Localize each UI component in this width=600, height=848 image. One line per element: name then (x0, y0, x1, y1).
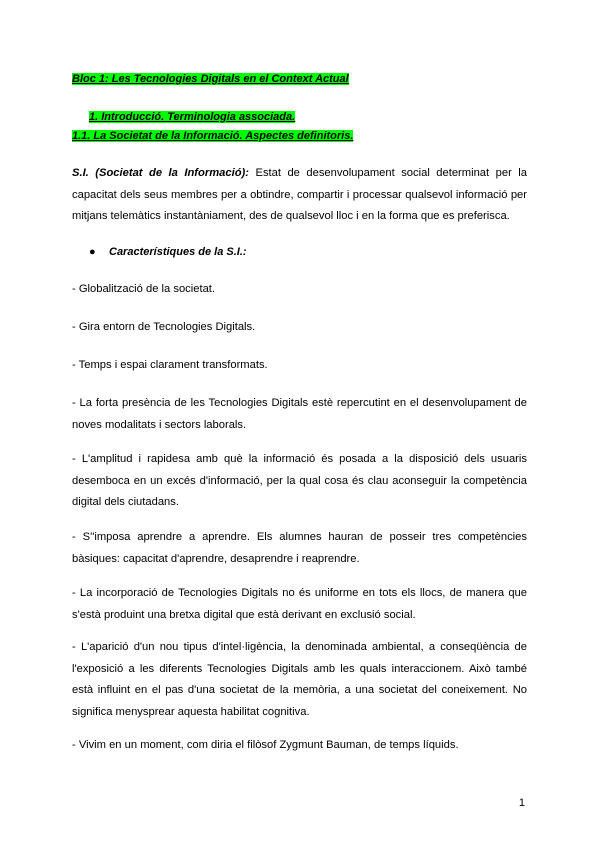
definition-term: S.I. (Societat de la Informació): (72, 167, 249, 179)
section-heading-1-1: 1.1. La Societat de la Informació. Aspectes definitoris. (72, 130, 354, 142)
definition-paragraph (72, 163, 527, 228)
list-item: - Globalització de la societat. (72, 283, 216, 295)
list-item: - La incorporació de Tecnologies Digitals no és uniforme en tots els llocs, de manera que s'està produint una bretxa digital que està derivant en exclusió social. (72, 587, 527, 621)
list-item: - S''imposa aprendre a aprendre. Els alumnes hauran de posseir tres competències bàsiques: capacitat d'aprendre, desaprendre i reaprendre. (72, 531, 527, 565)
page-number: 1 (518, 797, 525, 809)
list-item: - Gira entorn de Tecnologies Digitals. (72, 321, 256, 333)
list-item: - Vivim en un moment, com diria el filòsof Zygmunt Bauman, de temps líquids. (72, 739, 459, 751)
bullet-icon: ● (89, 246, 96, 258)
list-item: - L'amplitud i rapidesa amb què la informació és posada a la disposició dels usuaris desemboca en un excés d'informació, per la qual cosa és clau aconseguir la competència digital dels ciutadans. (72, 453, 527, 508)
bullet-heading: ● Característiques de la S.I.: (89, 246, 247, 258)
document-title: Bloc 1: Les Tecnologies Digitals en el Context Actual (72, 73, 349, 85)
list-item: - L'aparició d'un nou tipus d'intel·ligència, la denominada ambiental, a conseqüència de l'exposició a les diferents Tecnologies Digitals amb les quals interaccionem. Això també està influint en el pas d'una societat de la memòria, a una societat del coneixement. No significa menysprear aquesta habilitat cognitiva. (72, 641, 527, 718)
section-heading-1: 1. Introducció. Terminologia associada. (89, 111, 296, 123)
list-item: - Temps i espai clarament transformats. (72, 359, 268, 371)
definition-text: Estat de desenvolupament social determinat per la capacitat dels seus membres per a obtindre, compartir i processar qualsevol informació per mitjans telemàtics instantàniament, des de qualsevol lloc i en la forma que es preferisca. (72, 167, 527, 222)
list-item: - La forta presència de les Tecnologies Digitals estè repercutint en el desenvolupament de noves modalitats i sectors laborals. (72, 397, 527, 431)
